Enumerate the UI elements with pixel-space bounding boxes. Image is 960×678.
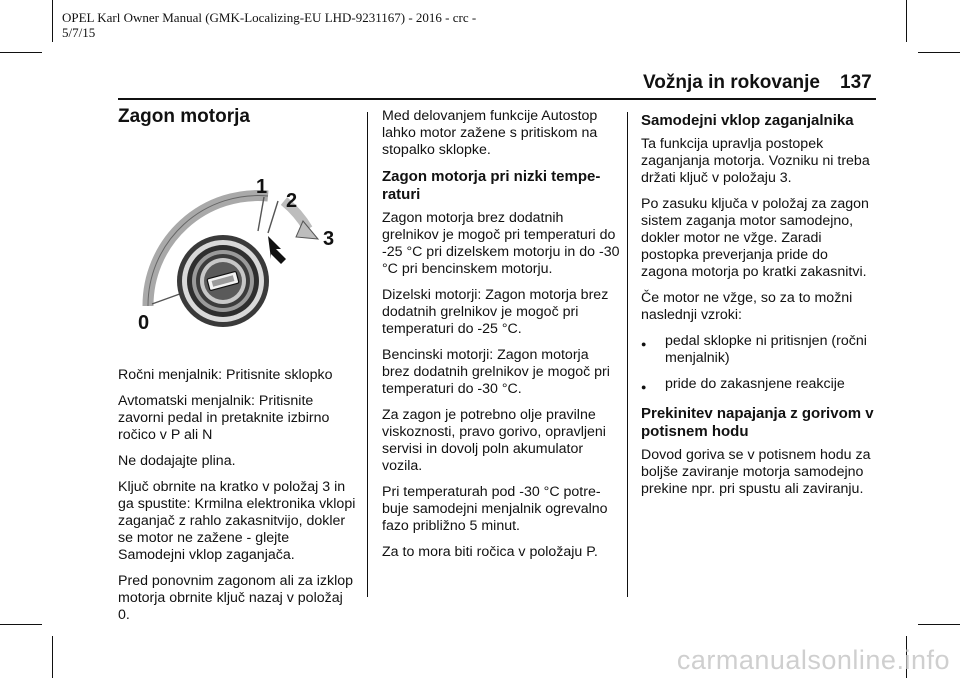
column-divider [367,112,368,597]
paragraph: Po zasuku ključa v položaj za zagon sistem zaganja motor samodejno, dokler motor ne vžge. Zaradi postopka preverjanja pride do zagona motorja po kratki zakasnitvi. [641,196,869,280]
ignition-switch-illustration [118,131,358,349]
paragraph: Ne dodajajte plina. [118,453,236,469]
crop-mark [0,52,42,53]
position-label-0: 0 [138,312,150,334]
heading-prekinitev-napajanja: Prekinitev napajanja z gorivom v potisnem hodu [641,405,874,440]
position-label-1: 1 [256,176,268,198]
paragraph: Bencinski motorji: Zagon motorja brez dodatnih grelnikov je mogoč pri temperaturi do -30 °C. [382,347,610,397]
bullet-icon: ● [641,339,647,349]
paragraph: Avtomatski menjalnik: Pritisnite zavorni pedal in pretaknite izbirno ročico v P ali N [118,393,330,443]
tick-1 [258,197,264,231]
crop-mark [906,0,907,42]
ignition-figure [118,131,358,349]
paragraph: Pri temperaturah pod -30 °C potre-buje samodejni menjalnik ogrevalno fazo približno 5 minut. [382,484,608,534]
paragraph: Ta funkcija upravlja postopek zaganjanja motorja. Vozniku ni treba držati ključ v položaju 3. [641,136,870,186]
column-2 [382,108,620,570]
crop-mark [918,624,960,625]
heading-zagon-motorja: Zagon motorja [118,106,250,127]
watermark: carmanualsonline.info [676,645,950,675]
running-header-line1: OPEL Karl Owner Manual (GMK-Localizing-EU LHD-9231167) - 2016 - crc - [62,10,477,25]
paragraph: Ročni menjalnik: Pritisnite sklopko [118,367,333,383]
paragraph: Za zagon je potrebno olje pravilne viskoznosti, pravo gorivo, opravljeni servisi in dovolj poln akumulator vozila. [382,407,606,474]
running-header [62,10,476,40]
list-item-text: pedal sklopke ni pritisnjen (ročni menjalnik) [665,333,867,366]
header-rule [118,98,876,100]
list-item-text: pride do zakasnjene reakcije [665,376,845,392]
section-title: Vožnja in rokovanje [642,72,820,93]
paragraph: Med delovanjem funkcije Autostop lahko motor zažene s pritiskom na stopalko sklopke. [382,108,598,158]
turn-arrow-icon [268,236,286,264]
position-label-2: 2 [286,190,298,212]
page-number: 137 [840,72,872,93]
paragraph: Dizelski motorji: Zagon motorja brez dodatnih grelnikov je mogoč pri temperaturi do -25 °C. [382,287,609,337]
paragraph: Pred ponovnim zagonom ali za izklop motorja obrnite ključ nazaj v položaj 0. [118,573,354,623]
column-1 [118,108,358,633]
paragraph: Zagon motorja brez dodatnih grelnikov je mogoč pri temperaturi do -25 °C pri dizelskem motorju in do -30 °C pri bencinskem motorju. [382,210,620,277]
crop-mark [52,636,53,678]
list-item [641,376,877,396]
column-3 [641,108,877,507]
heading-nizka-temperatura: Zagon motorja pri nizki tempe-raturi [382,168,601,203]
bullet-icon: ● [641,382,647,392]
tick-2 [268,201,278,233]
running-header-line2: 5/7/15 [62,25,96,40]
paragraph: Dovod goriva se v potisnem hodu za boljše zaviranje motorja samodejno prekine npr. pri spustu ali zaviranju. [641,447,871,497]
crop-mark [918,52,960,53]
column-divider [627,112,628,597]
paragraph: Ključ obrnite na kratko v položaj 3 in ga spustite: Krmilna elektronika vklopi zaganjač z rahlo zakasnitvijo, dokler se motor ne zažene - glejte Samodejni vklop zaganjača. [118,479,356,563]
crop-mark [0,624,42,625]
paragraph: Za to mora biti ročica v položaju P. [382,544,598,560]
list-item [641,333,877,367]
heading-samodejni-vklop: Samodejni vklop zaganjalnika [641,112,854,129]
paragraph: Če motor ne vžge, so za to možni naslednji vzroki: [641,290,853,323]
crop-mark [52,0,53,42]
position-label-3: 3 [323,228,335,250]
